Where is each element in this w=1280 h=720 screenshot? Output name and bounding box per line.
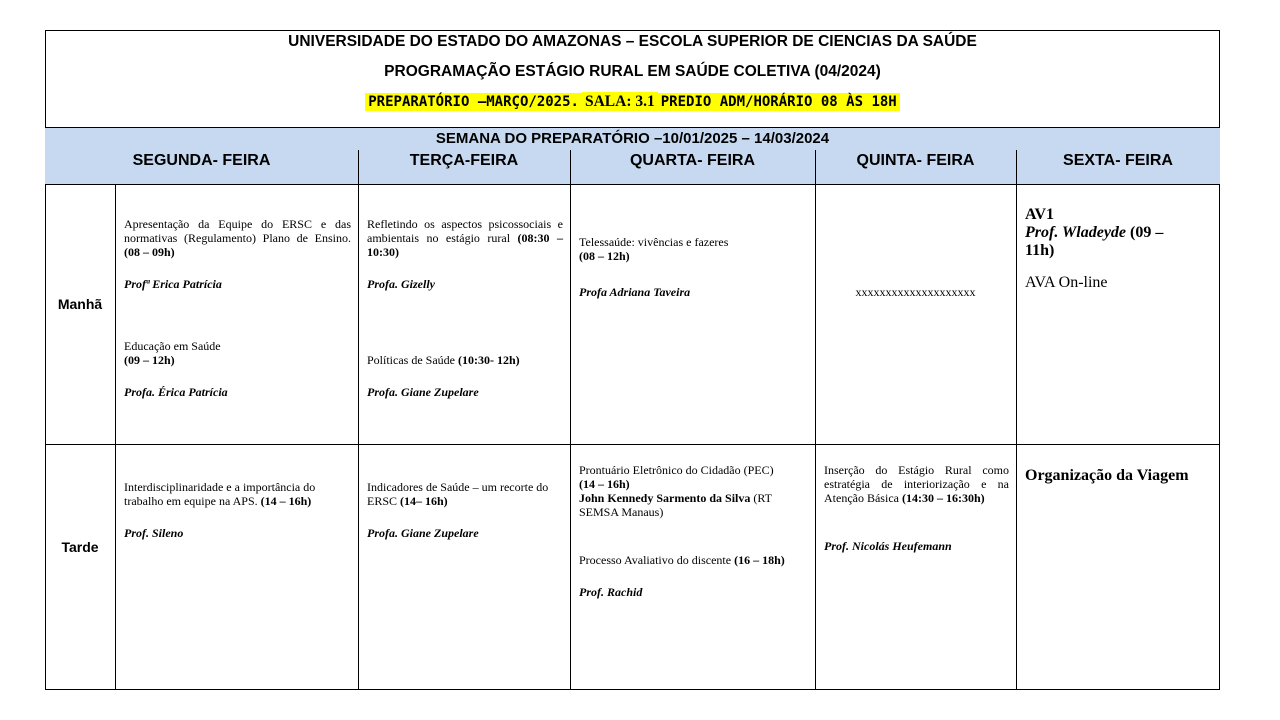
morning-friday-cell xyxy=(1025,206,1195,292)
activity-time: (14 – 16h) xyxy=(260,494,312,508)
room-label: SALA: 3.1 xyxy=(582,92,658,111)
professor-name: Prof. Wladeyde xyxy=(1025,224,1127,241)
activity-text: Processo Avaliativo do discente xyxy=(579,553,732,567)
activity-time: (08 – 09h) xyxy=(124,245,175,259)
morning-tuesday-cell xyxy=(367,217,563,399)
professor-name: Prof. Nicolás Heufemann xyxy=(824,539,952,553)
activity-time: (09 – 12h) xyxy=(124,353,175,367)
activity-text: Refletindo os aspectos psicossociais e ambientais no estágio rural xyxy=(367,217,563,245)
day-header-wednesday: QUARTA- FEIRA xyxy=(570,150,815,185)
activity-time: (09 – 11h) xyxy=(1025,224,1164,259)
activity-text: Interdisciplinaridade e a importância do trabalho em equipe na APS. xyxy=(124,480,316,508)
day-header-friday: SEXTA- FEIRA xyxy=(1016,150,1220,185)
activity-time: (14 – 16h) xyxy=(579,477,630,491)
morning-monday-cell xyxy=(124,217,351,399)
day-header-tuesday: TERÇA-FEIRA xyxy=(358,150,570,185)
professor-name: Profa Adriana Taveira xyxy=(579,285,691,299)
column-divider xyxy=(815,150,816,690)
activity-text: Educação em Saúde xyxy=(124,339,221,353)
preparatory-info xyxy=(45,93,1220,111)
professor-name: Profa. Giane Zupelare xyxy=(367,385,479,399)
professor-name: Profa. Gizelly xyxy=(367,277,435,291)
row-label-morning: Manhã xyxy=(57,296,103,312)
speaker-affiliation: (RT SEMSA Manaus) xyxy=(579,491,772,519)
professor-name: Profª Erica Patrícia xyxy=(124,277,222,291)
schedule-hours: PREDIO ADM/HORÁRIO 08 ÀS 18H xyxy=(658,93,900,111)
activity-time: (10:30- 12h) xyxy=(457,353,520,367)
row-divider xyxy=(45,444,1220,445)
assessment-title: AV1 xyxy=(1025,206,1055,223)
activity-text: Telessaúde: vivências e fazeres xyxy=(579,235,729,249)
row-label-divider xyxy=(115,185,116,690)
activity-text: Apresentação da Equipe do ERSC e das normativas (Regulamento) Plano de Ensino. xyxy=(124,217,351,245)
activity-text: Políticas de Saúde xyxy=(367,353,455,367)
professor-name: Prof. Rachid xyxy=(579,585,643,599)
professor-name: Profa. Giane Zupelare xyxy=(367,526,479,540)
activity-time: (08:30 – 10:30) xyxy=(367,231,563,259)
column-divider xyxy=(1016,150,1017,690)
day-header-thursday: QUINTA- FEIRA xyxy=(815,150,1016,185)
activity-text: Inserção do Estágio Rural como estratégia de interiorização e na Atenção Básica xyxy=(824,463,1009,505)
activity-time: (14– 16h) xyxy=(400,494,448,508)
morning-thursday-cell xyxy=(815,285,1016,299)
activity-time: (16 – 18h) xyxy=(734,553,785,567)
preparatory-label: PREPARATÓRIO –MARÇO/2025. xyxy=(365,93,582,111)
day-header-monday: SEGUNDA- FEIRA xyxy=(45,150,358,185)
morning-wednesday-cell xyxy=(579,235,809,299)
placeholder-text: xxxxxxxxxxxxxxxxxxxx xyxy=(855,285,976,299)
column-divider xyxy=(358,150,359,690)
document-header xyxy=(45,30,1220,128)
afternoon-thursday-cell xyxy=(824,463,1009,553)
activity-time: (14:30 – 16:30h) xyxy=(901,491,985,505)
activity-text: Indicadores de Saúde – um recorte do ERSC xyxy=(367,480,549,508)
professor-name: Profa. Érica Patrícia xyxy=(124,385,228,399)
activity-text: Prontuário Eletrônico do Cidadão (PEC) xyxy=(579,463,774,477)
assessment-mode: AVA On-line xyxy=(1025,274,1108,291)
activity-text: Organização da Viagem xyxy=(1025,467,1189,484)
column-divider xyxy=(570,150,571,690)
week-banner: SEMANA DO PREPARATÓRIO –10/01/2025 – 14/03/2024 xyxy=(45,127,1220,151)
afternoon-wednesday-cell xyxy=(579,463,809,599)
afternoon-friday-cell xyxy=(1025,467,1215,485)
program-title: PROGRAMAÇÃO ESTÁGIO RURAL EM SAÚDE COLETIVA (04/2024) xyxy=(384,63,881,80)
university-title: UNIVERSIDADE DO ESTADO DO AMAZONAS – ESCOLA SUPERIOR DE CIENCIAS DA SAÚDE xyxy=(288,33,977,50)
afternoon-monday-cell xyxy=(124,480,353,540)
row-label-afternoon: Tarde xyxy=(61,539,99,555)
professor-name: Prof. Sileno xyxy=(124,526,184,540)
afternoon-tuesday-cell xyxy=(367,480,565,540)
activity-time: (08 – 12h) xyxy=(579,249,630,263)
guest-speaker-name: John Kennedy Sarmento da Silva xyxy=(579,491,751,505)
